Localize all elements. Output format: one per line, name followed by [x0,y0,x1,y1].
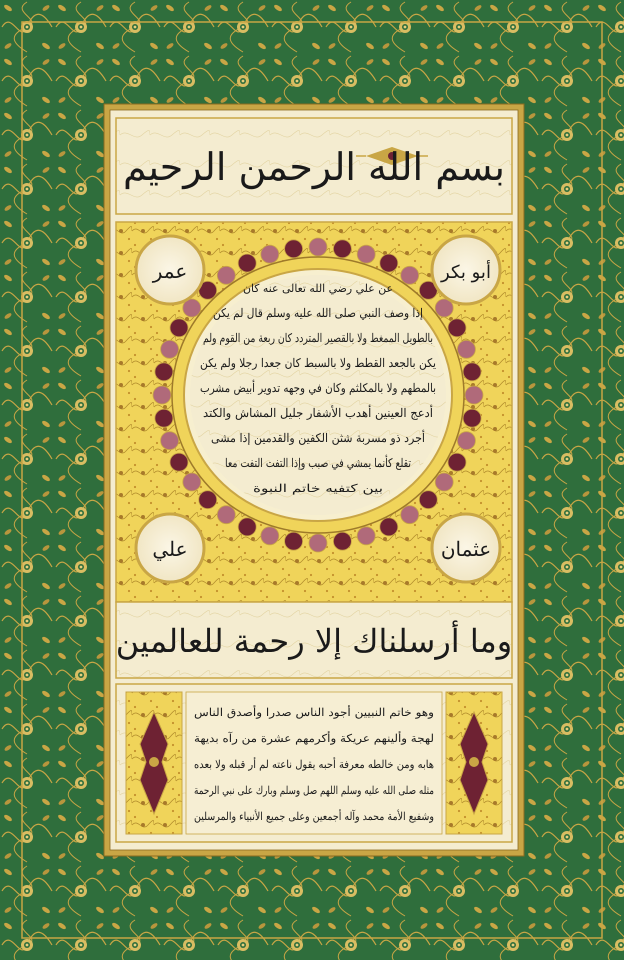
ring-scallop [161,432,179,450]
ring-scallop [463,363,481,381]
medallion-text-top-left: عمر [152,259,188,283]
bottom-text-line: مثله صلى الله عليه وسلم اللهم صل وسلم وبارك على نبي الرحمة [194,784,435,797]
ring-scallop [217,266,235,284]
ring-scallop [333,532,351,550]
ring-scallop [357,245,375,263]
central-text-line: بين كتفيه خاتم النبوة [253,482,383,495]
ring-scallop [183,473,201,491]
ring-scallop [217,506,235,524]
ring-scallop [238,254,256,272]
ring-scallop [170,319,188,337]
bottom-text-line: وهو خاتم النبيين أجود الناس صدرا وأصدق الناس [194,706,413,719]
central-text-line: بالطويل الممغط ولا بالقصير المتردد كان ربعة من القوم ولم [203,331,433,345]
ring-scallop [465,386,483,404]
ring-scallop [457,340,475,358]
central-text-line: إذا وصف النبي صلى الله عليه وسلم قال لم يكن [213,306,452,320]
ring-scallop [161,340,179,358]
ring-scallop [199,491,217,509]
ring-scallop [309,238,327,256]
ring-scallop [435,473,453,491]
ring-scallop [261,245,279,263]
ring-scallop [380,518,398,536]
ring-scallop [285,240,303,258]
central-text-line: بالمطهم ولا بالمكلثم وكان في وجهه تدوير أبيض مشرب [200,381,475,395]
central-text-line: عن علي رضي الله تعالى عنه كان [243,282,393,295]
ring-scallop [401,266,419,284]
ring-scallop [285,532,303,550]
ring-scallop [153,386,171,404]
bottom-text-line: هابه ومن خالطه معرفة أحبه يقول ناعته لم أر قبله ولا بعده [194,758,460,771]
medallion-text-bottom-right: عثمان [440,537,492,561]
ring-scallop [448,319,466,337]
ring-scallop [401,506,419,524]
verse-text: وما أرسلناك إلا رحمة للعالمين [115,622,513,660]
ring-scallop [238,518,256,536]
central-text-block [200,282,475,495]
ring-scallop [357,527,375,545]
ring-scallop [380,254,398,272]
ring-scallop [155,409,173,427]
ring-scallop [155,363,173,381]
ring-scallop [261,527,279,545]
ring-scallop [419,491,437,509]
basmala-text: بسم الله الرحمن الرحيم [123,145,505,189]
ring-scallop [309,534,327,552]
ring-scallop [333,240,351,258]
bottom-text-line: لهجة وألينهم عريكة وأكرمهم عشرة من رآه بديهة [194,732,416,745]
ring-scallop [463,409,481,427]
ring-scallop [448,453,466,471]
central-text-line: تقلع كأنما يمشي في صبب وإذا التفت التفت معا [225,456,462,470]
central-text-line: يكن بالجعد القطط ولا بالسبط كان جعدا رجلا ولم يكن [200,356,436,370]
ring-scallop [457,432,475,450]
ring-scallop [170,453,188,471]
medallion-text-top-right: أبو بكر [441,262,491,283]
bottom-text-line: وشفيع الأمة محمد وآله أجمعين وعلى جميع الأنبياء والمرسلين [194,810,472,823]
central-text-line: أجرد ذو مسربة شثن الكفين والقدمين إذا مشى [211,431,444,445]
medallion-text-bottom-left: علي [152,537,188,561]
central-text-line: أدعج العينين أهدب الأشفار جليل المشاش والكتد [203,406,442,420]
